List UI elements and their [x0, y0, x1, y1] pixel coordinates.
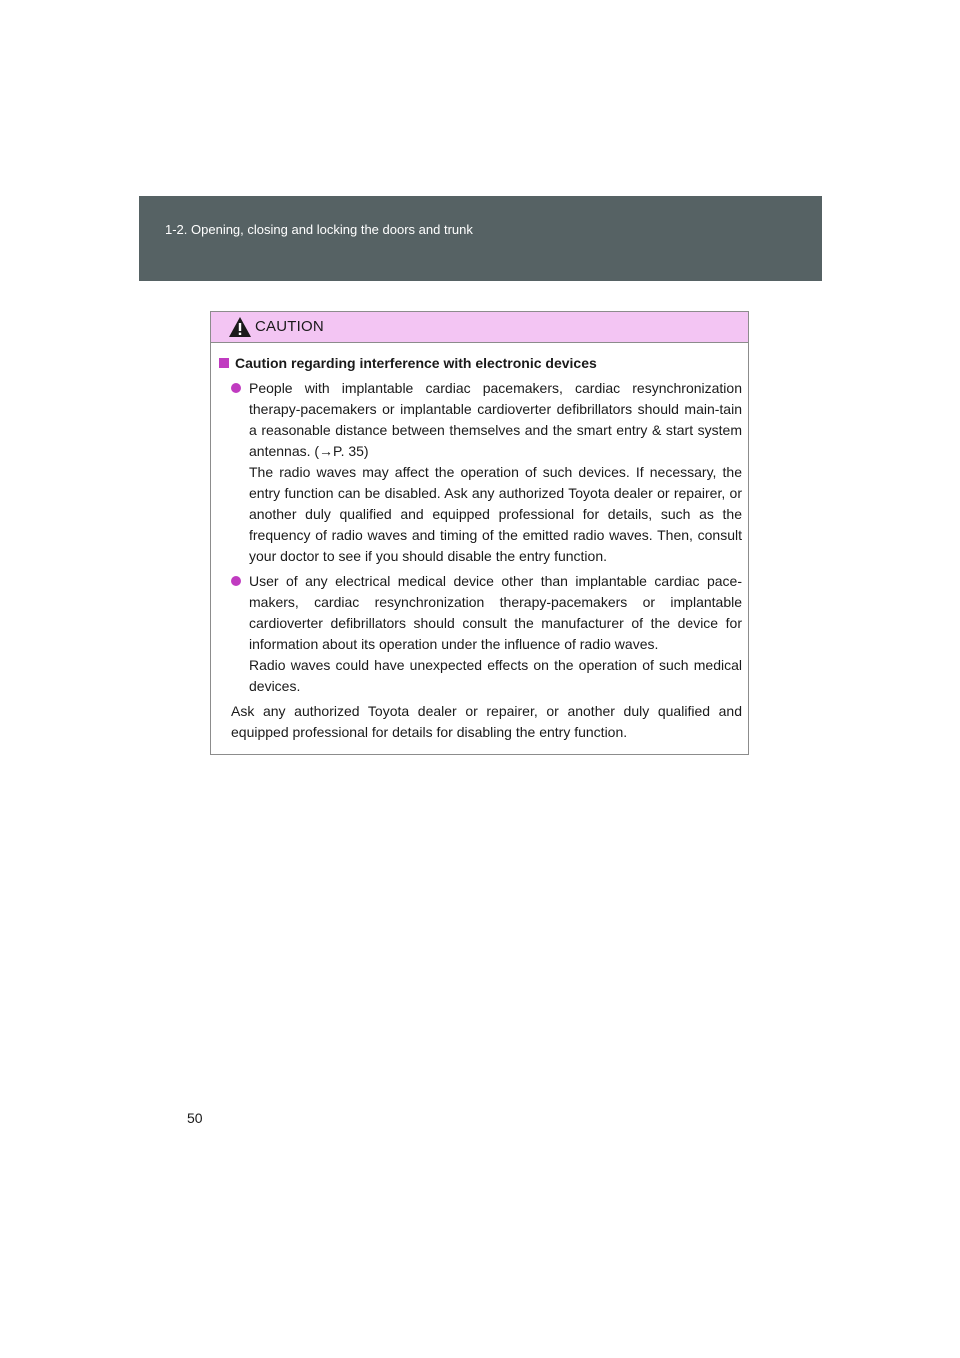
list-item [231, 378, 742, 567]
paragraph: User of any electrical medical device other than implantable cardiac pace-makers, cardiac resynchronization therapy-pacemakers or implantable cardioverter defibrillators should consult the manufacturer of the device for information about its operation under the influence of radio waves. [249, 573, 742, 652]
closing-paragraph: Ask any authorized Toyota dealer or repairer, or another duly qualified and equipped professional for details for disabling the entry function. [231, 703, 742, 740]
circle-bullet-icon [231, 383, 241, 393]
paragraph: Radio waves could have unexpected effects on the operation of such medical devices. [249, 657, 742, 694]
list-item-text [249, 378, 742, 567]
section-header-band [139, 196, 822, 281]
caution-heading-text: Caution regarding interference with electronic devices [235, 355, 597, 371]
paragraph: The radio waves may affect the operation of such devices. If necessary, the entry function can be disabled. Ask any authorized Toyota dealer or repairer, or another duly qualified and equipped professional for details, such as the frequency of radio waves and timing of the emitted radio waves. Then, consult your doctor to see if you should disable the entry function. [249, 464, 742, 564]
square-bullet-icon [219, 358, 229, 368]
caution-body [211, 343, 748, 743]
caution-label: CAUTION [255, 318, 324, 335]
warning-triangle-icon [228, 316, 252, 338]
caution-heading [219, 353, 742, 374]
page-number: 50 [187, 1110, 203, 1126]
caution-box [210, 311, 749, 755]
caution-header [211, 312, 748, 343]
circle-bullet-icon [231, 576, 241, 586]
list-item [231, 571, 742, 697]
section-title: 1-2. Opening, closing and locking the doors and trunk [165, 222, 473, 237]
paragraph: People with implantable cardiac pacemakers, cardiac resynchronization therapy-pacemakers or implantable cardioverter defibrillators should main-tain a reasonable distance between themselves and the smart entry & start system antennas. (→P. 35) [249, 380, 742, 459]
list-item-text [249, 571, 742, 697]
